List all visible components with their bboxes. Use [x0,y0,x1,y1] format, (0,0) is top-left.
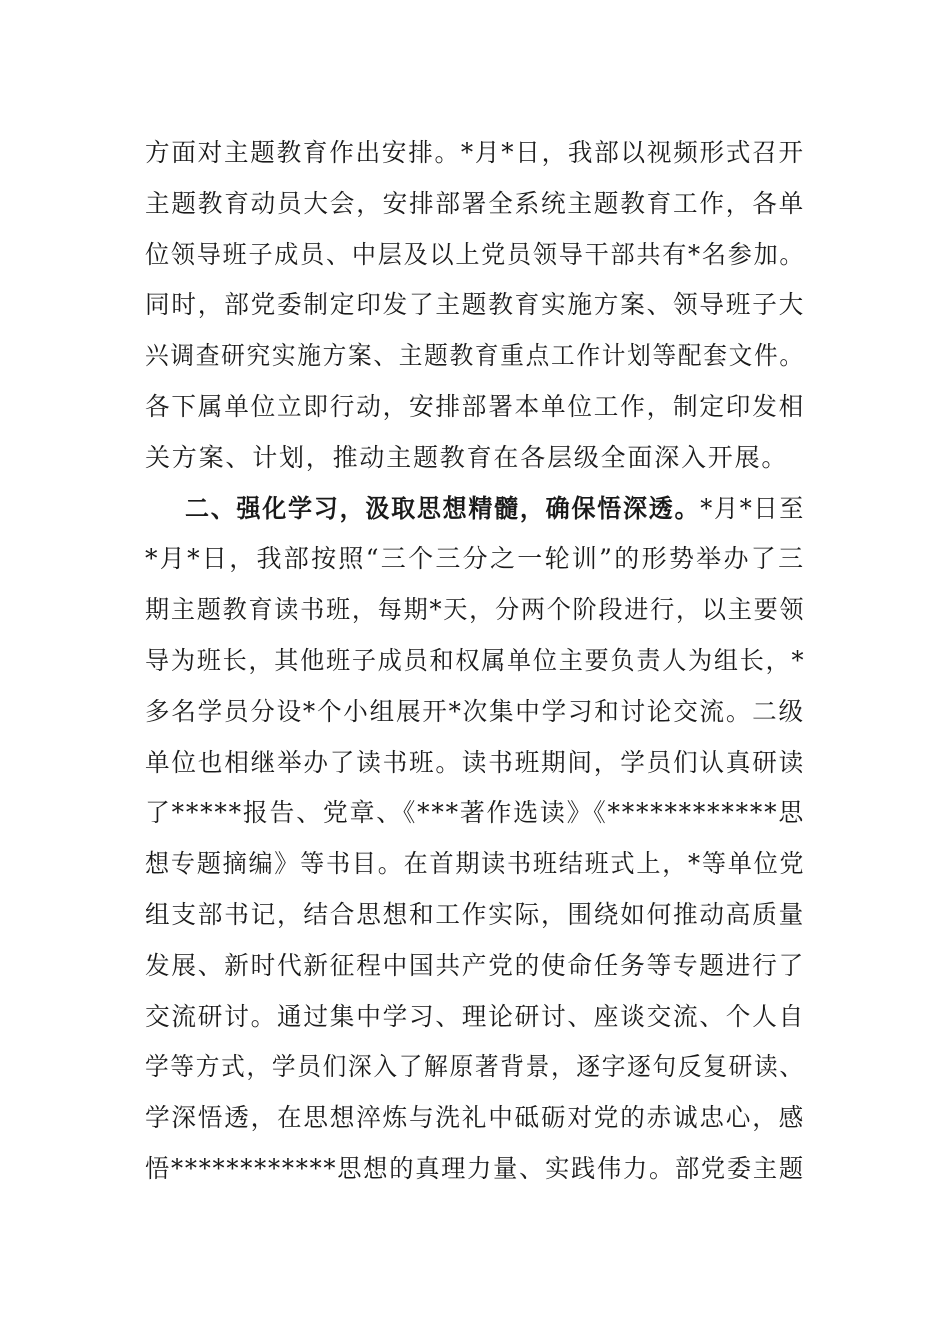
text-line [145,392,805,422]
line-segment: 单位也相继举办了读书班。读书班期间，学员们认真研读 [145,747,806,777]
line-segment: *月*日，我部按照“三个三分之一轮训”的形势举办了三 [145,544,806,574]
text-line [145,443,788,473]
line-segment: 位领导班子成员、中层及以上党员领导干部共有*名参加。 [145,239,806,269]
text-line [145,748,805,778]
text-line [145,951,805,981]
text-line [145,189,805,219]
text-line [145,798,805,828]
line-segment: 同时，部党委制定印发了主题教育实施方案、领导班子大 [145,290,806,320]
line-segment: 发展、新时代新征程中国共产党的使命任务等专题进行了 [145,950,806,980]
text-line [145,900,805,930]
text-line [145,697,805,727]
line-segment: 了*****报告、党章、《***著作选读》《************思 [145,798,806,828]
text-line [185,494,805,524]
text-line [145,595,805,625]
line-segment: 导为班长，其他班子成员和权属单位主要负责人为组长，* [145,646,806,675]
line-segment: 多名学员分设*个小组展开*次集中学习和讨论交流。二级 [145,696,805,726]
text-line [145,290,805,320]
line-segment: 期主题教育读书班，每期*天，分两个阶段进行，以主要领 [145,595,806,625]
line-segment: 悟************思想的真理力量、实践伟力。部党委主题 [145,1154,805,1183]
text-line [145,1154,805,1184]
text-line [145,544,805,574]
line-segment: 想专题摘编》等书目。在首期读书班结班式上，*等单位党 [145,849,806,879]
line-segment: 学深悟透，在思想淬炼与洗礼中砥砺对党的赤诚忠心，感 [145,1103,806,1133]
text-line [145,341,805,371]
line-segment: 方面对主题教育作出安排。*月*日，我部以视频形式召开 [145,138,805,167]
text-line [145,1103,805,1133]
line-segment: 交流研讨。通过集中学习、理论研讨、座谈交流、个人自 [145,1001,806,1031]
text-line [145,138,805,168]
line-segment: 兴调查研究实施方案、主题教育重点工作计划等配套文件。 [145,341,805,371]
text-line [145,849,805,879]
line-segment: *月*日至 [700,493,806,523]
line-segment: 关方案、计划，推动主题教育在各层级全面深入开展。 [145,442,789,472]
text-line [145,646,805,676]
text-line [145,240,805,270]
line-segment: 各下属单位立即行动，安排部署本单位工作，制定印发相 [145,392,806,421]
text-line [145,1052,805,1082]
line-segment: 组支部书记，结合思想和工作实际，围绕如何推动高质量 [145,900,806,929]
text-line [145,1002,805,1032]
line-segment: 主题教育动员大会，安排部署全系统主题教育工作，各单 [145,188,806,218]
heading-text: 二、强化学习，汲取思想精髓，确保悟深透。 [185,493,701,523]
line-segment: 学等方式，学员们深入了解原著背景，逐字逐句反复研读、 [145,1052,805,1082]
